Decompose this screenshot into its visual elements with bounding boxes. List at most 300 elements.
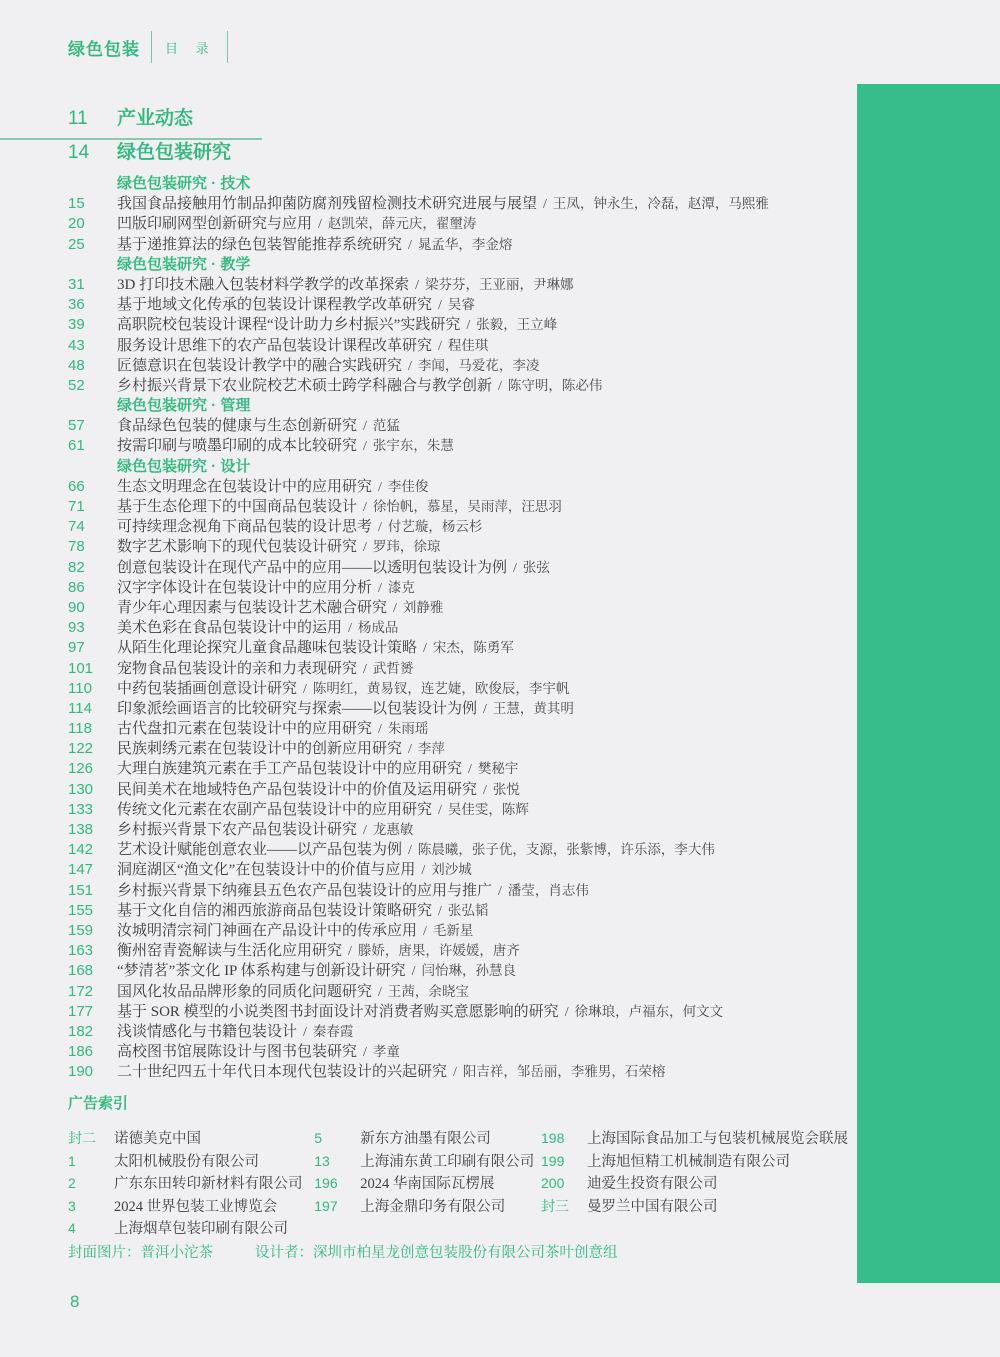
ad-index-item	[314, 1127, 541, 1150]
toc-row-text	[117, 618, 398, 639]
title-author-separator: /	[423, 641, 427, 657]
toc-page-number: 101	[68, 659, 94, 677]
toc-page-number: 168	[68, 962, 94, 980]
title-author-separator: /	[318, 217, 322, 233]
article-authors: 王慧，黄其明	[492, 700, 574, 716]
article-authors: 陈明红，黄易钗，连艺婕，欧俊辰，李宇帆	[312, 680, 570, 696]
toc-row	[68, 376, 850, 396]
article-authors: 赵凯荣，薛元庆，翟壐涛	[327, 216, 477, 232]
ad-index-item	[68, 1127, 314, 1150]
toc-page-number: 118	[68, 720, 92, 738]
toc-row-text	[117, 106, 193, 133]
toc-row	[68, 457, 850, 477]
toc-row	[68, 840, 850, 860]
title-author-separator: /	[438, 298, 442, 314]
page-number: 8	[70, 1292, 80, 1311]
title-author-separator: /	[378, 520, 382, 536]
decorative-green-panel	[857, 84, 1000, 1283]
title-author-separator: /	[564, 1004, 569, 1020]
title-author-separator: /	[468, 762, 472, 778]
toc-page-number: 71	[68, 498, 85, 515]
ad-index-item	[68, 1195, 314, 1218]
title-author-separator: /	[363, 500, 367, 515]
ad-page-number: 198	[541, 1130, 565, 1146]
toc-row	[68, 578, 850, 598]
page-header	[68, 30, 239, 64]
title-author-separator: /	[393, 600, 397, 616]
header-divider	[227, 31, 228, 63]
toc-row-text	[117, 537, 440, 558]
toc-page-number: 66	[68, 477, 85, 495]
toc-row-text	[117, 457, 250, 477]
article-title: 从陌生化理论探究儿童食品趣味包装设计策略	[117, 640, 418, 657]
toc-page-number: 172	[68, 982, 94, 1000]
article-title: 汉字字体设计在包装设计中的应用分析	[117, 579, 373, 596]
toc-row	[68, 739, 850, 759]
title-author-separator: /	[438, 903, 442, 919]
ad-page-number: 封三	[541, 1197, 569, 1214]
advertiser-name: 上海金鼎印务有限公司	[360, 1198, 506, 1215]
article-authors: 李闻，马爱花，李凌	[417, 357, 540, 373]
toc-row	[68, 194, 850, 214]
toc-row-text	[117, 699, 574, 720]
ad-page-number: 196	[314, 1175, 338, 1192]
toc-row	[68, 140, 850, 166]
toc-page-number: 182	[68, 1022, 94, 1040]
toc-row	[68, 982, 850, 1002]
toc-row	[68, 618, 850, 638]
title-author-separator: /	[453, 1065, 457, 1081]
toc-row	[68, 881, 850, 901]
toc-page-number: 126	[68, 760, 94, 778]
ad-index-item	[314, 1172, 541, 1195]
article-title: 创意包装设计在现代产品中的应用——以透明包装设计为例	[117, 559, 508, 576]
title-author-separator: /	[378, 580, 382, 596]
toc-row-text	[117, 638, 514, 659]
ad-index-item	[541, 1172, 848, 1195]
toc-page-number: 142	[68, 841, 94, 859]
article-authors: 龙惠敏	[372, 822, 414, 837]
toc-row	[68, 759, 850, 779]
title-author-separator: /	[408, 742, 412, 758]
article-authors: 刘静雅	[402, 599, 444, 615]
toc-row-text	[117, 1062, 665, 1083]
toc-page-number: 61	[68, 437, 85, 455]
title-author-separator: /	[408, 237, 412, 253]
article-title: 传统文化元素在农副产品包装设计中的应用研究	[117, 801, 433, 818]
toc-row-text	[117, 235, 512, 256]
article-authors: 杨成品	[357, 620, 399, 636]
toc-row	[68, 315, 850, 335]
ad-index-column	[68, 1127, 314, 1240]
toc-row	[68, 679, 850, 699]
toc-row-text	[117, 275, 573, 296]
section-title: 绿色包装研究 · 设计	[117, 457, 251, 475]
ad-page-number: 1	[68, 1152, 76, 1169]
toc-page-number: 138	[68, 821, 94, 838]
article-authors: 陈守明，陈必伟	[507, 377, 603, 393]
toc-row	[68, 901, 850, 921]
toc-row-text	[117, 598, 443, 619]
article-title: 印象派绘画语言的比较研究与探索——以包装设计为例	[117, 700, 478, 717]
title-author-separator: /	[498, 378, 502, 394]
article-title: 乡村振兴背景下农业院校艺术硕士跨学科融合与教学创新	[117, 377, 493, 394]
toc-row-text	[117, 739, 445, 760]
toc-page-number: 163	[68, 942, 94, 960]
article-authors: 张宇东，朱慧	[372, 438, 454, 454]
toc-page-number: 11	[68, 108, 88, 129]
title-author-separator: /	[543, 197, 547, 213]
toc-row-text	[117, 941, 520, 962]
article-title: 基于文化自信的湘西旅游商品包装设计策略研究	[117, 902, 433, 919]
article-authors: 张弦	[522, 559, 550, 575]
toc-page-number: 52	[68, 376, 85, 394]
article-title: 民族刺绣元素在包装设计中的创新应用研究	[117, 741, 403, 758]
ad-index-columns	[68, 1127, 848, 1240]
toc-page-number: 90	[68, 598, 85, 616]
title-author-separator: /	[438, 802, 442, 818]
article-title: 基于 SOR 模型的小说类图书封面设计对消费者购买意愿影响的研究	[117, 1003, 559, 1020]
toc-page-number: 25	[68, 235, 85, 253]
toc-row-text	[117, 436, 454, 457]
ad-page-number: 200	[541, 1175, 565, 1192]
toc-row	[68, 477, 850, 497]
article-title: 大理白族建筑元素在手工产品包装设计中的应用研究	[117, 761, 463, 778]
article-title: 可持续理念视角下商品包装的设计思考	[117, 519, 373, 536]
article-title: 艺术设计赋能创意农业——以产品包装为例	[117, 842, 403, 859]
article-authors: 朱雨瑶	[387, 721, 429, 737]
article-authors: 滕娇，唐果，许媛媛，唐齐	[357, 943, 520, 959]
article-authors: 吴佳雯，陈辉	[447, 801, 529, 817]
ad-index-column	[541, 1127, 848, 1240]
toc-row	[68, 961, 850, 981]
toc-row	[68, 659, 850, 679]
toc-page-number: 122	[68, 740, 94, 758]
toc-page-number: 31	[68, 275, 85, 293]
ad-index-title: 广告索引	[68, 1095, 129, 1112]
article-title: 乡村振兴背景下纳雍县五色农产品包装设计的应用与推广	[117, 882, 493, 899]
article-title: 汝城明清宗祠门神画在产品设计中的传承应用	[117, 922, 418, 939]
toc-row-text	[117, 194, 769, 215]
toc-row-text	[117, 759, 518, 780]
title-author-separator: /	[303, 681, 307, 697]
toc-page-number: 20	[68, 215, 85, 233]
article-authors: 晁孟华，李金熔	[417, 236, 513, 252]
toc-row	[68, 497, 850, 517]
article-title: 食品绿色包装的健康与生态创新研究	[117, 418, 358, 435]
title-author-separator: /	[421, 863, 426, 879]
toc-row	[68, 699, 850, 719]
toc-row	[68, 295, 850, 315]
title-author-separator: /	[348, 621, 352, 637]
title-author-separator: /	[423, 923, 427, 939]
advertiser-name: 广东东田转印新材料有限公司	[114, 1176, 303, 1193]
toc-row-text	[117, 840, 715, 861]
ad-index-item	[541, 1127, 848, 1150]
toc-page-number: 147	[68, 861, 94, 879]
article-title: 浅谈情感化与书籍包装设计	[117, 1023, 298, 1040]
advertiser-name: 迪爱生投资有限公司	[587, 1176, 718, 1193]
article-title: 基于生态伦理下的中国商品包装设计	[117, 499, 358, 515]
article-title: 数字艺术影响下的现代包装设计研究	[117, 539, 358, 556]
article-authors: 徐琳琅，卢福东，何文文	[574, 1003, 724, 1019]
toc-page-number: 133	[68, 800, 94, 818]
article-authors: 付艺璇，杨云杉	[387, 519, 483, 535]
toc-row	[68, 356, 850, 376]
title-author-separator: /	[378, 722, 382, 738]
article-title: 古代盘扣元素在包装设计中的应用研究	[117, 721, 373, 738]
section-title: 绿色包装研究 · 管理	[117, 397, 251, 415]
toc-page-number: 78	[68, 538, 85, 556]
toc-row-text	[117, 820, 413, 841]
advertiser-name: 2024 世界包装工业博览会	[114, 1198, 278, 1215]
ad-page-number: 199	[541, 1152, 565, 1169]
article-authors: 罗玮，徐琼	[372, 539, 441, 555]
article-title: 3D 打印技术融入包装材料学教学的改革探索	[117, 276, 410, 293]
ad-index	[68, 1092, 848, 1240]
toc-row-text	[117, 679, 569, 700]
article-authors: 范猛	[372, 418, 400, 434]
title-author-separator: /	[466, 318, 471, 334]
ad-page-number: 5	[314, 1130, 323, 1146]
toc-row-text	[117, 396, 250, 416]
article-authors: 阳吉祥，邹岳丽，李雅男，石荣榕	[462, 1064, 666, 1080]
toc-row-text	[117, 376, 602, 397]
title-author-separator: /	[483, 701, 487, 717]
article-title: 生态文明理念在包装设计中的应用研究	[117, 478, 373, 495]
cover-image-label: 封面图片：普洱小沱茶	[68, 1245, 213, 1261]
article-authors: 李萍	[417, 741, 445, 757]
article-title: 宠物食品包装设计的亲和力表现研究	[117, 660, 358, 677]
title-author-separator: /	[411, 964, 416, 980]
article-authors: 孝童	[372, 1044, 400, 1060]
toc-page-number: 14	[68, 142, 90, 163]
ad-index-column	[314, 1127, 541, 1240]
article-authors: 陈晨曦，张子优，支源，张紫博，许乐添，李大伟	[417, 842, 715, 858]
toc-page-number: 86	[68, 578, 85, 596]
title-author-separator: /	[408, 358, 412, 374]
title-author-separator: /	[363, 661, 367, 677]
toc-page-number: 36	[68, 296, 85, 314]
toc-page-number: 97	[68, 639, 85, 657]
toc-row-text	[117, 961, 516, 982]
ad-index-item	[68, 1150, 314, 1173]
toc-page-number: 159	[68, 921, 94, 939]
ad-index-item	[314, 1150, 541, 1173]
article-title: 我国食品接触用竹制品抑菌防腐剂残留检测技术研究进展与展望	[117, 196, 538, 213]
toc-row	[68, 1042, 850, 1062]
title-author-separator: /	[378, 984, 382, 1000]
article-title: 中药包装插画创意设计研究	[117, 680, 298, 697]
toc-row	[68, 638, 850, 658]
title-author-separator: /	[378, 479, 382, 495]
article-title: “梦清茗”茶文化 IP 体系构建与创新设计研究	[117, 963, 406, 980]
title-author-separator: /	[498, 883, 502, 899]
toc-row-text	[117, 214, 476, 235]
cover-credit	[68, 1241, 618, 1262]
article-authors: 王凤，钟永生，冷磊，赵潭，马熙雅	[552, 196, 769, 212]
toc-row	[68, 558, 850, 578]
toc-page-number: 48	[68, 356, 85, 374]
toc-page-number: 82	[68, 558, 85, 576]
toc-row	[68, 275, 850, 295]
article-authors: 张毅，王立峰	[476, 317, 558, 333]
toc-page-number: 130	[68, 780, 94, 798]
ad-index-item	[68, 1172, 314, 1195]
toc-row-text	[117, 558, 550, 579]
article-title: 二十世纪四五十年代日本现代包装设计的兴起研究	[117, 1064, 448, 1081]
toc-row-text	[117, 800, 529, 821]
toc-row-text	[117, 1002, 723, 1023]
article-authors: 潘莹，肖志伟	[507, 882, 589, 898]
toc-row-text	[117, 982, 469, 1003]
toc-row-text	[117, 780, 520, 801]
title-author-separator: /	[438, 338, 442, 354]
toc-row	[68, 598, 850, 618]
ad-page-number: 197	[314, 1197, 338, 1214]
advertiser-name: 2024 华南国际瓦楞展	[360, 1176, 495, 1193]
article-title: 乡村振兴背景下农产品包装设计研究	[117, 822, 358, 838]
ad-page-number: 2	[68, 1175, 76, 1192]
title-author-separator: /	[303, 1024, 307, 1040]
article-authors: 吴睿	[447, 297, 475, 313]
toc-page-number: 186	[68, 1043, 94, 1061]
toc-row	[68, 719, 850, 739]
toc-row	[68, 1022, 850, 1042]
toc-row-text	[117, 901, 488, 922]
toc-row-text	[117, 174, 250, 194]
toc-row-text	[117, 578, 415, 599]
toc-row-text	[117, 255, 250, 275]
toc-row-text	[117, 517, 482, 538]
ad-index-item	[541, 1150, 848, 1173]
article-authors: 武哲赟	[372, 660, 414, 676]
article-authors: 樊秘宇	[477, 761, 519, 777]
toc-page-number: 43	[68, 336, 85, 354]
toc-row	[68, 235, 850, 255]
toc-row-text	[117, 336, 488, 357]
ad-page-number: 封二	[68, 1130, 96, 1146]
ad-index-item	[314, 1195, 541, 1218]
toc-row	[68, 820, 850, 840]
toc-row-text	[117, 416, 400, 437]
toc-page-number: 114	[68, 699, 92, 717]
title-author-separator: /	[513, 560, 517, 576]
article-authors: 秦春霞	[312, 1023, 354, 1039]
article-authors: 王茜，余晓宝	[387, 983, 469, 999]
toc-row	[68, 396, 850, 416]
toc-row	[68, 214, 850, 234]
article-title: 高职院校包装设计课程“设计助力乡村振兴”实践研究	[117, 317, 461, 334]
toc-row-text	[117, 921, 473, 942]
header-divider	[151, 31, 152, 63]
advertiser-name: 上海浦东黄工印刷有限公司	[360, 1153, 535, 1170]
article-authors: 张弘韬	[447, 902, 489, 918]
section-title: 绿色包装研究 · 教学	[117, 255, 251, 273]
section-title: 绿色包装研究	[117, 142, 232, 163]
article-authors: 宋杰，陈勇军	[432, 640, 514, 656]
article-authors: 闫怡琳，孙慧良	[421, 963, 516, 979]
title-author-separator: /	[363, 540, 367, 556]
title-author-separator: /	[408, 843, 412, 859]
article-title: 匠德意识在包装设计教学中的融合实践研究	[117, 357, 403, 374]
advertiser-name: 太阳机械股份有限公司	[114, 1153, 259, 1170]
title-author-separator: /	[363, 823, 367, 838]
toc-page-number: 15	[68, 195, 85, 213]
title-author-separator: /	[363, 419, 367, 435]
article-authors: 徐怡帆，慕星，吴雨萍，汪思羽	[372, 499, 562, 514]
title-author-separator: /	[363, 1045, 367, 1061]
article-title: 凹版印刷网型创新研究与应用	[117, 216, 313, 233]
toc-row	[68, 106, 850, 132]
article-title: 青少年心理因素与包装设计艺术融合研究	[117, 599, 388, 616]
toc-row	[68, 1002, 850, 1022]
toc-row	[68, 921, 850, 941]
toc-row-text	[117, 881, 589, 902]
article-title: 基于地域文化传承的包装设计课程教学改革研究	[117, 297, 433, 314]
article-title: 服务设计思维下的农产品包装设计课程改革研究	[117, 337, 433, 354]
toc-page-number: 151	[68, 881, 94, 899]
toc-row-text	[117, 356, 539, 377]
section-title: 产业动态	[117, 108, 194, 129]
toc-row	[68, 416, 850, 436]
toc-page-number: 155	[68, 901, 94, 919]
toc-page-number: 177	[68, 1002, 94, 1020]
toc-row-text	[117, 497, 562, 518]
toc-page-number: 190	[68, 1063, 94, 1081]
article-authors: 张悦	[492, 781, 520, 797]
toc-page-number: 110	[68, 679, 92, 697]
ad-page-number: 13	[314, 1152, 330, 1169]
toc-row	[68, 436, 850, 456]
title-author-separator: /	[363, 439, 367, 455]
toc-row-text	[117, 719, 428, 740]
article-title: 民间美术在地域特色产品包装设计中的价值及运用研究	[117, 781, 478, 798]
article-title: 衡州窑青瓷解读与生活化应用研究	[117, 943, 343, 960]
toc-row	[68, 1062, 850, 1082]
ad-page-number: 4	[68, 1220, 76, 1237]
toc-row	[68, 517, 850, 537]
toc-row	[68, 255, 850, 275]
toc-row-text	[117, 659, 413, 680]
toc-row	[68, 860, 850, 880]
section-title: 绿色包装研究 · 技术	[117, 175, 251, 192]
toc-row-text	[117, 315, 557, 336]
toc-row-text	[117, 860, 472, 881]
advertiser-name: 新东方油墨有限公司	[360, 1131, 491, 1147]
article-authors: 李佳俊	[387, 478, 429, 494]
advertiser-name: 诺德美克中国	[114, 1131, 201, 1147]
toc-row	[68, 800, 850, 820]
article-title: 国风化妆品品牌形象的同质化问题研究	[117, 983, 373, 1000]
toc-row-text	[117, 140, 231, 167]
toc-page-number: 57	[68, 417, 85, 435]
title-author-separator: /	[415, 277, 419, 293]
article-title: 洞庭湖区“渔文化”在包装设计中的价值与应用	[117, 862, 416, 879]
brand-logo: 绿色包装	[68, 39, 140, 59]
page-header-label: 目 录	[165, 40, 216, 56]
article-authors: 程佳琪	[447, 337, 489, 353]
article-authors: 漆克	[387, 579, 415, 595]
article-title: 高校图书馆展陈设计与图书包装研究	[117, 1044, 358, 1061]
article-authors: 刘沙城	[431, 862, 472, 878]
title-author-separator: /	[483, 782, 487, 798]
advertiser-name: 上海烟草包装印刷有限公司	[114, 1221, 288, 1238]
article-title: 基于递推算法的绿色包装智能推荐系统研究	[117, 236, 403, 253]
ad-page-number: 3	[68, 1197, 76, 1214]
title-author-separator: /	[348, 944, 352, 960]
toc-row	[68, 336, 850, 356]
